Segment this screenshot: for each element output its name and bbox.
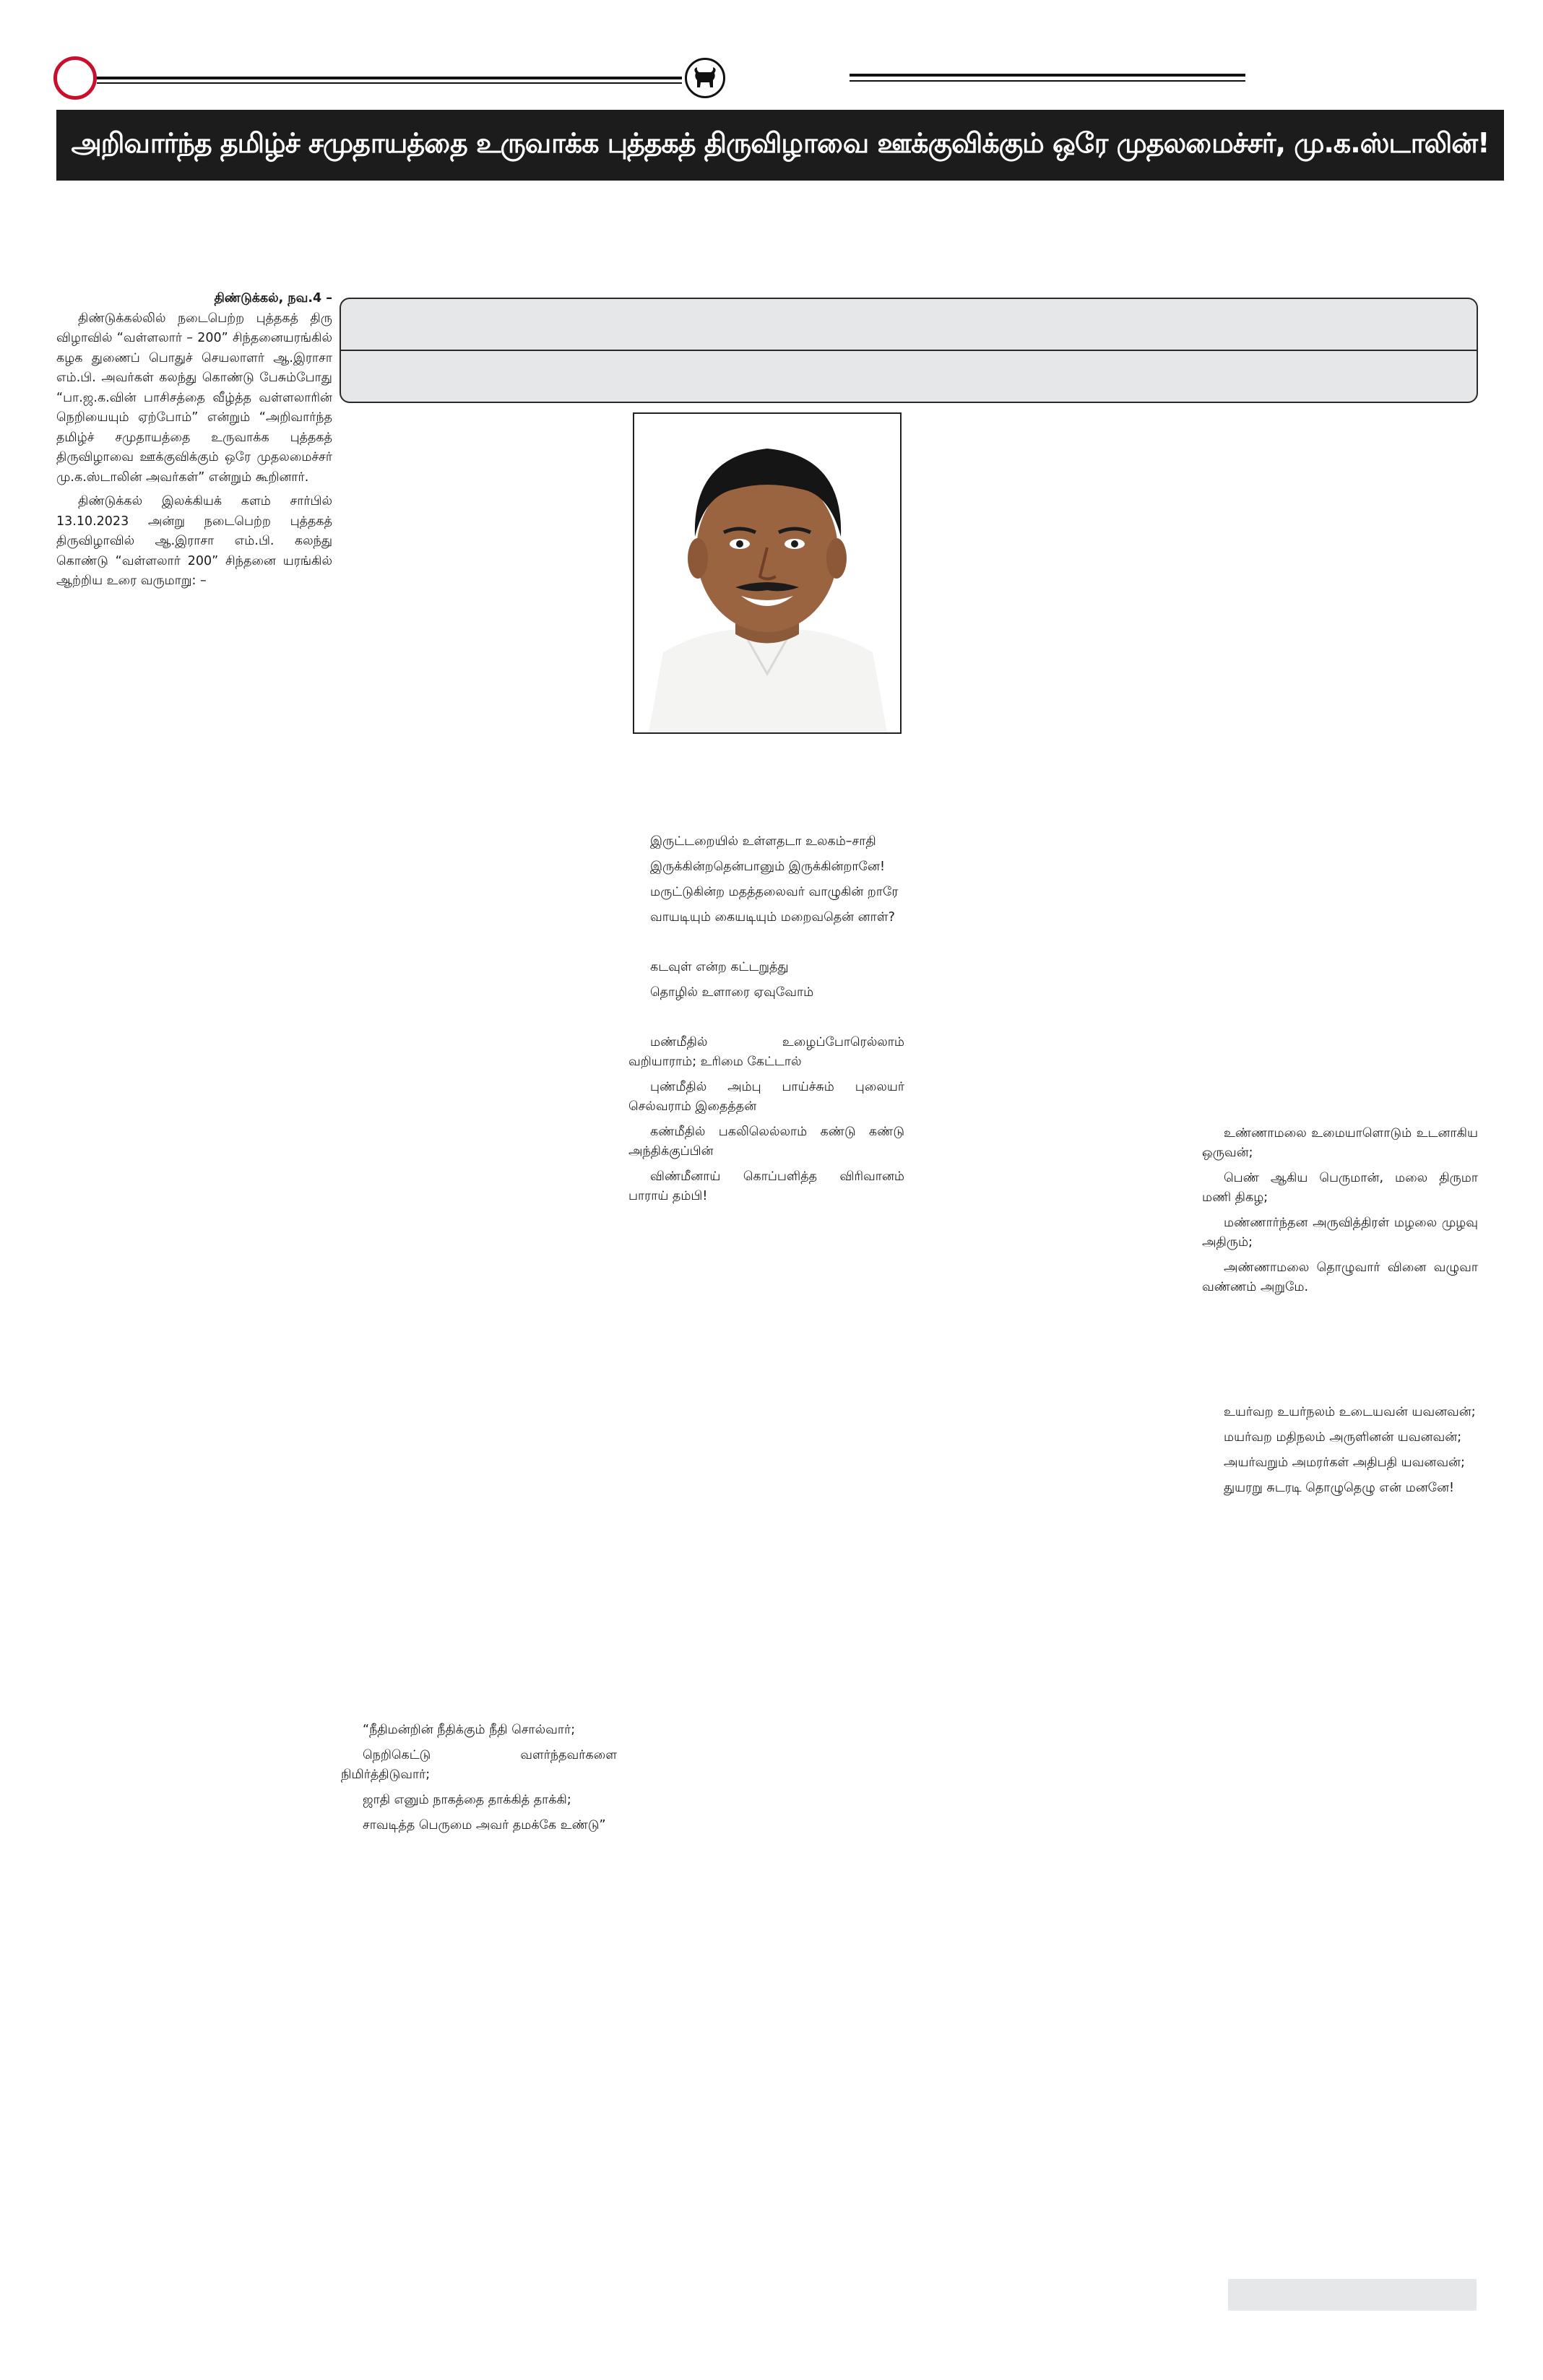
verse-line: துயரறு சுடரடி தொழுதெழு என் மனனே! [1224, 1481, 1455, 1495]
verse-block-right-2 [1202, 1403, 1478, 1504]
verse-line: மண்மீதில் உழைப்போரெல்லாம் வறியாராம்; உரிமை கேட்டால் [628, 1035, 904, 1069]
verse-block-bottom [341, 1721, 617, 1841]
verse-line: மருட்டுகின்ற மதத்தலைவர் வாழுகின் றாரே [650, 885, 899, 899]
masthead-rule-left-under [97, 82, 682, 84]
headline-banner [56, 110, 1504, 181]
verse-line: மயர்வற மதிநலம் அருளினன் யவனவன்; [1224, 1430, 1462, 1445]
intro-column [56, 289, 332, 592]
verse-line: பெண் ஆகிய பெருமான், மலை திருமா மணி திகழ; [1202, 1171, 1478, 1205]
highlight-panel [340, 298, 1478, 403]
verse-line: அயர்வறும் அமரர்கள் அதிபதி யவனவன்; [1224, 1455, 1465, 1470]
verse-line: உண்ணாமலை உமையாளொடும் உடனாகிய ஒருவன்; [1202, 1126, 1478, 1160]
verse-line: புண்மீதில் அம்பு பாய்ச்சும் புலையர் செல்வராம் இதைத்தன் [628, 1080, 904, 1114]
verse-line: விண்மீனாய் கொப்பளித்த விரிவானம் பாராய் தம்பி! [628, 1169, 904, 1203]
verse-line: தொழில் உளாரை ஏவுவோம் [650, 985, 814, 1000]
masthead-rule-left [97, 77, 682, 79]
headline: அறிவார்ந்த தமிழ்ச் சமுதாயத்தை உருவாக்க புத்தகத் திருவிழாவை ஊக்குவிக்கும் ஒரே முதலமைச்சர், மு.க.ஸ்டாலின்! [71, 127, 1490, 159]
portrait-photo [633, 412, 902, 734]
verse-line: கண்மீதில் பகலிலெல்லாம் கண்டு கண்டு அந்திக்குப்பின் [628, 1125, 904, 1159]
verse-line: அண்ணாமலை தொழுவார் வினை வழுவா வண்ணம் அறுமே. [1202, 1260, 1478, 1294]
verse-line: உயர்வற உயர்நலம் உடையவன் யவனவன்; [1224, 1405, 1476, 1419]
verse-line: இருட்டறையில் உள்ளதடா உலகம்–சாதி [650, 834, 876, 849]
page-footer-tab [1228, 2279, 1477, 2311]
verse-line: வாயடியும் கையடியும் மறைவதென் னாள்? [650, 910, 895, 925]
verse-line: “நீதிமன்றின் நீதிக்கும் நீதி சொல்வார்; [363, 1723, 576, 1737]
masthead-rule-right [850, 74, 1245, 77]
dateline: திண்டுக்கல், நவ.4 – [214, 291, 332, 306]
masthead-circle-ornament [53, 56, 97, 100]
masthead-rule-right-under [850, 80, 1245, 82]
verse-line: இருக்கின்றதென்பானும் இருக்கின்றானே! [650, 860, 885, 874]
intro-paragraph: திண்டுக்கல்லில் நடைபெற்ற புத்தகத் திரு விழாவில் “வள்ளலார் – 200” சிந்தனையரங்கில் கழக துணைப் பொதுச் செயலாளர் ஆ.இராசா எம்.பி. அவர்கள் கலந்து கொண்டு பேசும்போது “பா.ஜ.க.வின் பாசிசத்தை வீழ்த்த வள்ளலாரின் நெறியையும் ஏற்போம்” என்றும் “அறிவார்ந்த தமிழ்ச் சமுதாயத்தை உருவாக்க புத்தகத் திருவிழாவை ஊக்குவிக்கும் ஒரே முதலமைச்சர் மு.க.ஸ்டாலின் அவர்கள்” என்றும் கூறினார். [56, 311, 332, 485]
verse-line: மண்ணார்ந்தன அருவித்திரள் மழலை முழவு அதிரும்; [1202, 1216, 1478, 1250]
verse-line: நெறிகெட்டு வளர்ந்தவர்களை நிமிர்த்திடுவார்; [341, 1748, 617, 1782]
intro-paragraph: திண்டுக்கல் இலக்கியக் களம் சார்பில் 13.10.2023 அன்று நடைபெற்ற புத்தகத் திருவிழாவில் ஆ.இராசா எம்.பி. கலந்து கொண்டு “வள்ளலார் 200” சிந்தனை யரங்கில் ஆற்றிய உரை வருமாறு: – [56, 494, 332, 588]
verse-line: ஜாதி எனும் நாகத்தை தாக்கித் தாக்கி; [363, 1793, 571, 1807]
bull-emblem-icon [685, 58, 725, 98]
verse-line: கடவுள் என்ற கட்டறுத்து [650, 960, 789, 974]
verse-line: சாவடித்த பெருமை அவர் தமக்கே உண்டு” [363, 1818, 606, 1832]
panel-divider [341, 350, 1477, 351]
verse-block-right-1 [1202, 1124, 1478, 1303]
verse-block-middle [628, 832, 904, 1212]
